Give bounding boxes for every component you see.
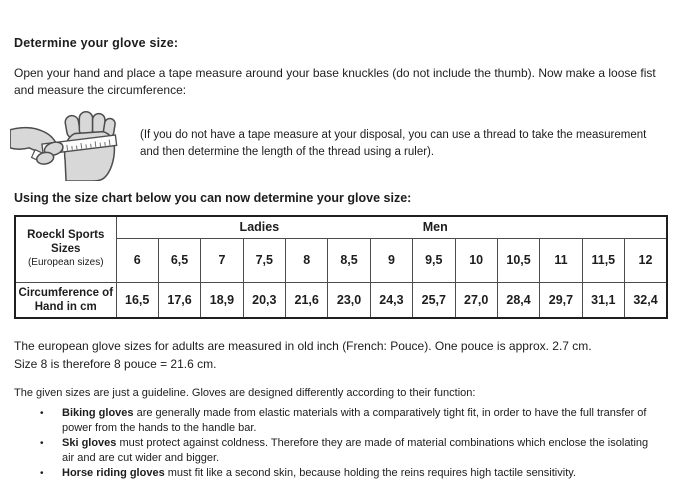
circumference-cell: 28,4 [497,282,539,318]
size-chart-table [14,215,668,319]
list-item-text [62,466,652,481]
circumference-cell: 31,1 [582,282,624,318]
circumference-cell: 25,7 [413,282,455,318]
circumference-cell: 32,4 [625,282,668,318]
list-item-text [62,406,652,436]
circumference-cell: 24,3 [370,282,412,318]
circumference-cell: 29,7 [540,282,582,318]
bullet-icon: • [40,408,44,419]
list-item-rest: are generally made from elastic materials with a comparatively tight fit, in order to have the full transfer of power from the hands to the handle bar. [62,407,647,434]
size-cell: 9,5 [413,238,455,282]
circ-header-line2: Hand in cm [34,300,97,313]
tape-measure-note: (If you do not have a tape measure at your disposal, you can use a thread to take the measurement and then determine the length of the thread using a ruler). [140,129,647,158]
pouce-note [14,338,674,373]
list-item-horse-riding-gloves [14,466,668,481]
figure-row [14,107,668,183]
size-cell: 8,5 [328,238,370,282]
hand-tape-measure-icon [10,107,124,181]
list-item-biking-gloves [14,406,668,436]
size-cell: 12 [625,238,668,282]
bullet-icon: • [40,468,44,479]
circumference-cell: 20,3 [243,282,285,318]
list-item-lead: Horse riding gloves [62,467,165,479]
size-cell: 9 [370,238,412,282]
list-item-lead: Ski gloves [62,437,117,449]
men-group-label: Men [422,220,448,235]
list-item-rest: must protect against coldness. Therefore they are made of material combinations which enclose the isolating air and are cut wider and bigger. [62,437,649,464]
ladies-group-label: Ladies [239,220,280,235]
intro-paragraph: Open your hand and place a tape measure around your base knuckles (do not include the thumb). Now make a loose fist and measure the circumference: [14,66,656,97]
row-header-circumference [15,282,116,318]
bullet-icon: • [40,438,44,449]
row-header-line2: Sizes [51,243,81,256]
list-item-rest: must fit like a second skin, because holding the reins requires high tactile sensitivity. [164,467,576,479]
circumference-row [15,282,667,318]
circumference-cell: 18,9 [201,282,243,318]
row-header-line1: Roeckl Sports [27,229,105,242]
guideline-note: The given sizes are just a guideline. Gloves are designed differently according to their function: [14,387,476,399]
circumference-cell: 16,5 [116,282,158,318]
glove-types-list [14,406,668,481]
circumference-cell: 21,6 [286,282,328,318]
list-item-lead: Biking gloves [62,407,134,419]
circumference-cell: 27,0 [455,282,497,318]
size-cell: 6 [116,238,158,282]
pouce-note-line2: Size 8 is therefore 8 pouce = 21.6 cm. [14,356,217,371]
size-cell: 8 [286,238,328,282]
size-cell: 6,5 [158,238,200,282]
pouce-note-line1: The european glove sizes for adults are measured in old inch (French: Pouce). One pouce is approx. 2.7 cm. [14,339,592,353]
row-header-line3: (European sizes) [27,257,104,269]
size-chart-heading: Using the size chart below you can now determine your glove size: [14,191,412,205]
gender-group-header [116,216,667,238]
size-cell: 7 [201,238,243,282]
size-cell: 7,5 [243,238,285,282]
list-item-ski-gloves [14,436,668,466]
circumference-cell: 17,6 [158,282,200,318]
size-cell: 10,5 [497,238,539,282]
row-header-sizes [15,216,116,282]
list-item-text [62,436,652,466]
circ-header-line1: Circumference of [18,286,114,299]
size-cell: 11,5 [582,238,624,282]
size-cell: 11 [540,238,582,282]
size-cell: 10 [455,238,497,282]
page-title: Determine your glove size: [14,36,179,50]
circumference-cell: 23,0 [328,282,370,318]
